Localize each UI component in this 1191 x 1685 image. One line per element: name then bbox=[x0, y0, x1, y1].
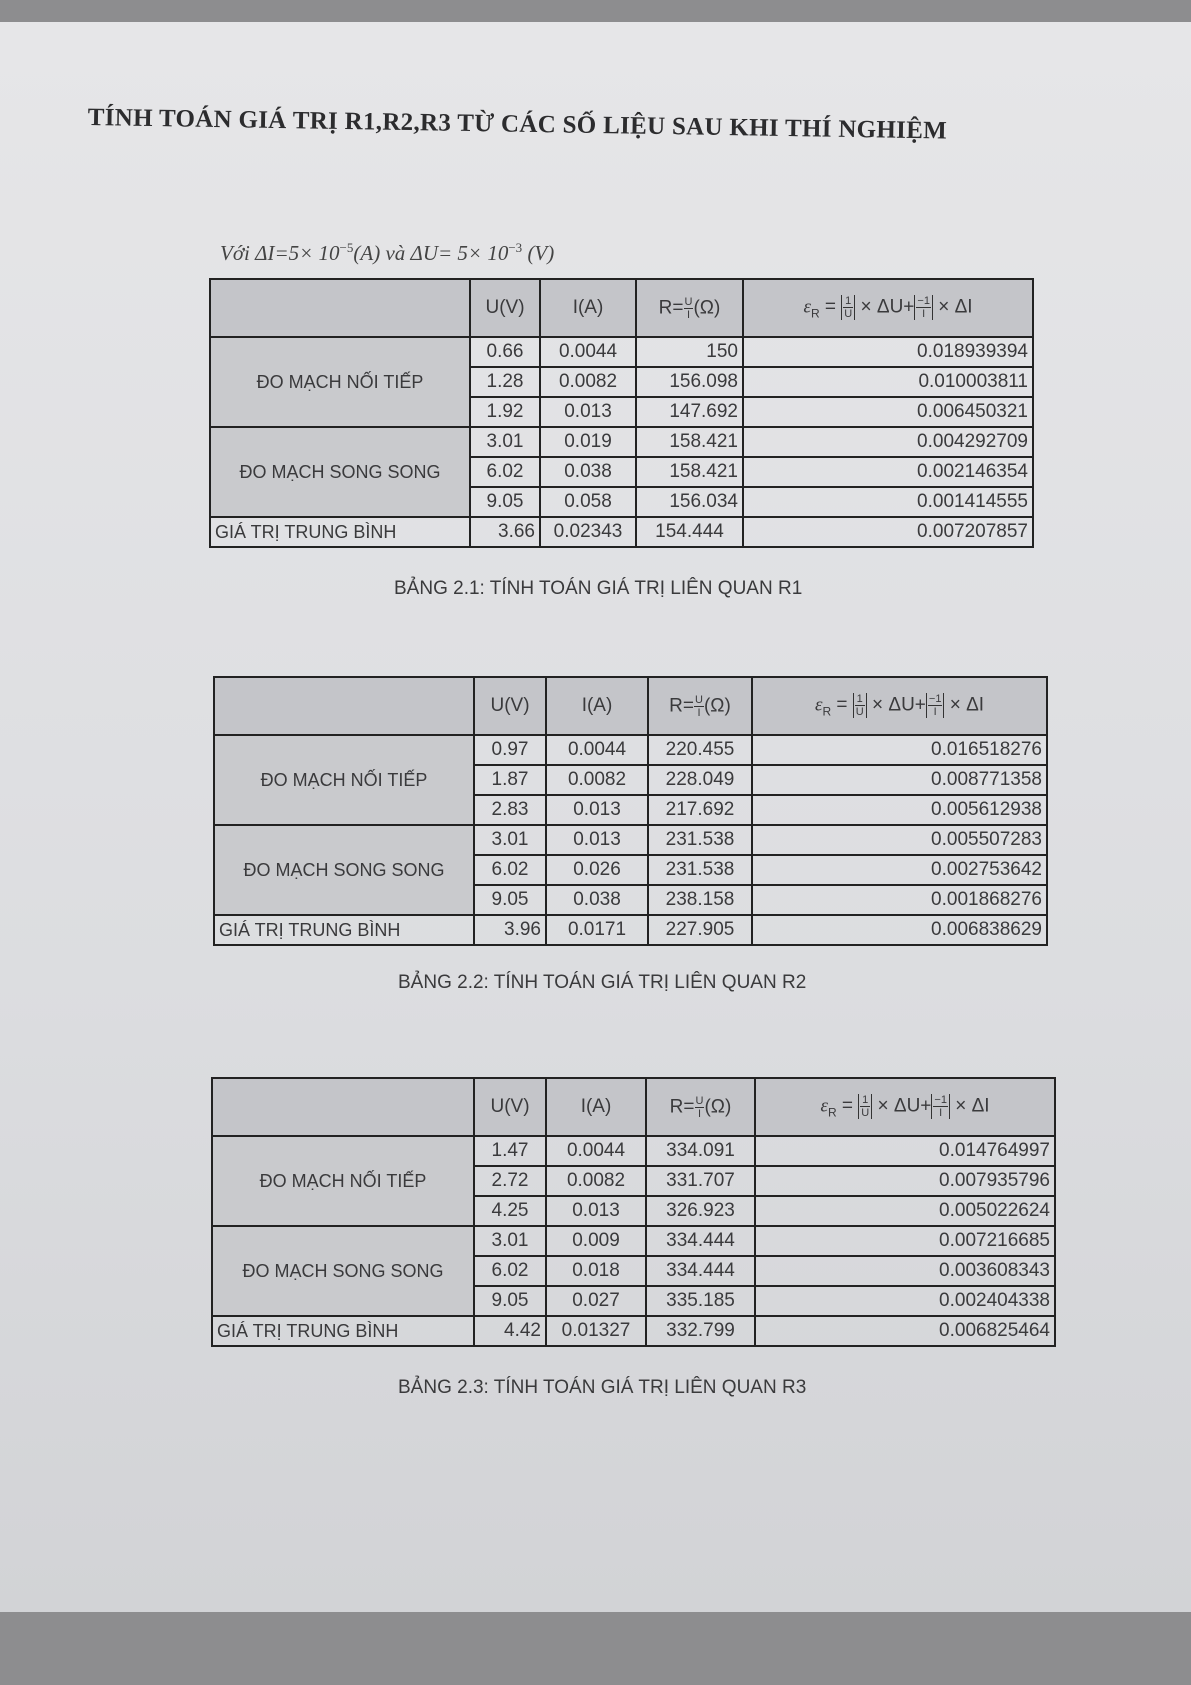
header-r bbox=[646, 1078, 755, 1136]
cell-r: 147.692 bbox=[636, 397, 743, 427]
cell-eps: 0.008771358 bbox=[752, 765, 1047, 795]
cell-r: 334.444 bbox=[646, 1256, 755, 1286]
header-eps-mid: × ΔU+ bbox=[866, 694, 926, 716]
avg-u: 4.42 bbox=[474, 1316, 546, 1346]
cell-eps: 0.018939394 bbox=[743, 337, 1033, 367]
abs-bar-2 bbox=[926, 693, 945, 718]
cell-i: 0.058 bbox=[540, 487, 636, 517]
eps-fraction-1 bbox=[860, 1094, 870, 1119]
eps-fraction-2 bbox=[916, 295, 931, 320]
abs-bar-1 bbox=[858, 1094, 872, 1119]
table-row bbox=[212, 1136, 1055, 1166]
header-r-prefix: R= bbox=[669, 1096, 695, 1118]
cell-u: 6.02 bbox=[470, 457, 540, 487]
abs-bar-2 bbox=[914, 295, 933, 320]
group-series: ĐO MẠCH NỐI TIẾP bbox=[210, 337, 470, 427]
header-corner bbox=[212, 1078, 474, 1136]
cell-u: 1.47 bbox=[474, 1136, 546, 1166]
header-r bbox=[636, 279, 743, 337]
caption-r1: BẢNG 2.1: TÍNH TOÁN GIÁ TRỊ LIÊN QUAN R1 bbox=[394, 578, 803, 599]
uncertainty-formula bbox=[220, 240, 554, 266]
formula-suffix: (V) bbox=[522, 241, 555, 265]
formula-exp-u: −3 bbox=[508, 240, 523, 255]
table-row bbox=[214, 735, 1047, 765]
formula-middle: (A) và ΔU= 5× 10 bbox=[353, 241, 509, 265]
table-row bbox=[212, 1226, 1055, 1256]
abs-bar-2 bbox=[931, 1094, 950, 1119]
cell-i: 0.0044 bbox=[540, 337, 636, 367]
eps-frac2-den: I bbox=[933, 706, 937, 719]
avg-i: 0.0171 bbox=[546, 915, 648, 945]
cell-i: 0.013 bbox=[546, 825, 648, 855]
header-eps-eq: = bbox=[831, 694, 853, 716]
header-corner bbox=[210, 279, 470, 337]
cell-i: 0.013 bbox=[546, 1196, 646, 1226]
header-eps-mid: × ΔU+ bbox=[872, 1095, 932, 1117]
cell-u: 9.05 bbox=[474, 885, 546, 915]
cell-r: 326.923 bbox=[646, 1196, 755, 1226]
table-row bbox=[214, 825, 1047, 855]
header-eps-mid: × ΔU+ bbox=[855, 296, 915, 318]
cell-eps: 0.016518276 bbox=[752, 735, 1047, 765]
group-series: ĐO MẠCH NỐI TIẾP bbox=[214, 735, 474, 825]
header-r-num: U bbox=[695, 693, 703, 706]
cell-u: 6.02 bbox=[474, 1256, 546, 1286]
table-row bbox=[210, 427, 1033, 457]
table-r1 bbox=[209, 278, 1034, 548]
eps-fraction-1 bbox=[855, 693, 865, 718]
table-row-average bbox=[212, 1316, 1055, 1346]
formula-prefix: Với ΔI=5× 10 bbox=[220, 241, 340, 265]
cell-i: 0.0082 bbox=[540, 367, 636, 397]
header-eps bbox=[755, 1078, 1055, 1136]
cell-r: 238.158 bbox=[648, 885, 752, 915]
header-u: U(V) bbox=[474, 1078, 546, 1136]
eps-fraction-2 bbox=[928, 693, 943, 718]
header-r-fraction bbox=[694, 694, 704, 719]
eps-frac2-den: I bbox=[939, 1107, 943, 1120]
cell-i: 0.009 bbox=[546, 1226, 646, 1256]
eps-frac2-num: −1 bbox=[928, 693, 942, 706]
cell-i: 0.038 bbox=[546, 885, 648, 915]
cell-i: 0.027 bbox=[546, 1286, 646, 1316]
cell-eps: 0.004292709 bbox=[743, 427, 1033, 457]
group-parallel: ĐO MẠCH SONG SONG bbox=[214, 825, 474, 915]
cell-eps: 0.005612938 bbox=[752, 795, 1047, 825]
header-eps-symbol: ε bbox=[814, 694, 823, 716]
avg-r: 332.799 bbox=[646, 1316, 755, 1346]
cell-eps: 0.014764997 bbox=[755, 1136, 1055, 1166]
cell-r: 156.034 bbox=[636, 487, 743, 517]
eps-fraction-2 bbox=[933, 1094, 948, 1119]
header-eps-end: × ΔI bbox=[932, 296, 973, 318]
table-row-average bbox=[214, 915, 1047, 945]
cell-u: 1.92 bbox=[470, 397, 540, 427]
cell-eps: 0.006450321 bbox=[743, 397, 1033, 427]
cell-eps: 0.010003811 bbox=[743, 367, 1033, 397]
header-eps-sub: R bbox=[827, 1105, 837, 1120]
cell-eps: 0.002404338 bbox=[755, 1286, 1055, 1316]
cell-u: 0.97 bbox=[474, 735, 546, 765]
avg-i: 0.02343 bbox=[540, 517, 636, 547]
cell-eps: 0.003608343 bbox=[755, 1256, 1055, 1286]
header-r-num: U bbox=[684, 295, 693, 308]
cell-i: 0.0082 bbox=[546, 1166, 646, 1196]
cell-i: 0.013 bbox=[540, 397, 636, 427]
cell-eps: 0.001414555 bbox=[743, 487, 1033, 517]
cell-i: 0.018 bbox=[546, 1256, 646, 1286]
cell-i: 0.0044 bbox=[546, 1136, 646, 1166]
header-eps-symbol: ε bbox=[803, 296, 811, 318]
header-r-prefix: R= bbox=[669, 695, 694, 717]
cell-i: 0.013 bbox=[546, 795, 648, 825]
header-r bbox=[648, 677, 752, 735]
cell-r: 228.049 bbox=[648, 765, 752, 795]
header-r-prefix: R= bbox=[658, 297, 684, 319]
group-parallel: ĐO MẠCH SONG SONG bbox=[210, 427, 470, 517]
abs-bar-1 bbox=[841, 295, 855, 320]
eps-frac2-den: I bbox=[922, 308, 926, 321]
header-i: I(A) bbox=[546, 1078, 646, 1136]
eps-frac1-num: 1 bbox=[856, 693, 863, 706]
header-r-fraction bbox=[695, 1095, 705, 1120]
cell-eps: 0.007935796 bbox=[755, 1166, 1055, 1196]
cell-i: 0.0082 bbox=[546, 765, 648, 795]
cell-r: 334.091 bbox=[646, 1136, 755, 1166]
cell-u: 3.01 bbox=[474, 825, 546, 855]
eps-frac1-den: U bbox=[861, 1107, 870, 1120]
cell-u: 6.02 bbox=[474, 855, 546, 885]
page-title: TÍNH TOÁN GIÁ TRỊ R1,R2,R3 TỪ CÁC SỐ LIỆU SAU KHI THÍ NGHIỆM bbox=[87, 104, 948, 145]
eps-fraction-1 bbox=[843, 295, 853, 320]
cell-i: 0.019 bbox=[540, 427, 636, 457]
cell-eps: 0.005507283 bbox=[752, 825, 1047, 855]
group-series: ĐO MẠCH NỐI TIẾP bbox=[212, 1136, 474, 1226]
eps-frac2-num: −1 bbox=[934, 1094, 947, 1107]
cell-i: 0.038 bbox=[540, 457, 636, 487]
cell-r: 231.538 bbox=[648, 825, 752, 855]
avg-r: 227.905 bbox=[648, 915, 752, 945]
group-parallel: ĐO MẠCH SONG SONG bbox=[212, 1226, 474, 1316]
cell-i: 0.026 bbox=[546, 855, 648, 885]
cell-u: 2.83 bbox=[474, 795, 546, 825]
header-eps-eq: = bbox=[836, 1095, 859, 1117]
header-eps-sub: R bbox=[822, 704, 832, 719]
cell-r: 217.692 bbox=[648, 795, 752, 825]
cell-r: 158.421 bbox=[636, 457, 743, 487]
cell-eps: 0.007216685 bbox=[755, 1226, 1055, 1256]
header-r-suffix: (Ω) bbox=[704, 1096, 732, 1118]
header-r-suffix: (Ω) bbox=[693, 297, 721, 319]
cell-u: 3.01 bbox=[470, 427, 540, 457]
cell-u: 9.05 bbox=[474, 1286, 546, 1316]
table-r2 bbox=[213, 676, 1048, 946]
cell-r: 220.455 bbox=[648, 735, 752, 765]
avg-eps: 0.007207857 bbox=[743, 517, 1033, 547]
cell-r: 150 bbox=[636, 337, 743, 367]
header-i: I(A) bbox=[540, 279, 636, 337]
avg-u: 3.96 bbox=[474, 915, 546, 945]
header-eps-end: × ΔI bbox=[944, 694, 985, 716]
table-row bbox=[210, 337, 1033, 367]
header-eps bbox=[752, 677, 1047, 735]
cell-r: 335.185 bbox=[646, 1286, 755, 1316]
avg-u: 3.66 bbox=[470, 517, 540, 547]
table-r3 bbox=[211, 1077, 1056, 1347]
formula-exp-i: −5 bbox=[339, 240, 354, 255]
cell-eps: 0.005022624 bbox=[755, 1196, 1055, 1226]
header-r-fraction bbox=[684, 296, 694, 321]
eps-frac1-num: 1 bbox=[845, 295, 852, 308]
header-r-den: I bbox=[697, 1107, 701, 1120]
cell-u: 1.28 bbox=[470, 367, 540, 397]
header-u: U(V) bbox=[474, 677, 546, 735]
header-corner bbox=[214, 677, 474, 735]
eps-frac1-num: 1 bbox=[862, 1094, 869, 1107]
header-r-den: I bbox=[697, 706, 701, 719]
cell-r: 334.444 bbox=[646, 1226, 755, 1256]
cell-r: 158.421 bbox=[636, 427, 743, 457]
cell-r: 156.098 bbox=[636, 367, 743, 397]
cell-r: 331.707 bbox=[646, 1166, 755, 1196]
cell-u: 9.05 bbox=[470, 487, 540, 517]
cell-i: 0.0044 bbox=[546, 735, 648, 765]
table-row-average bbox=[210, 517, 1033, 547]
eps-frac2-num: −1 bbox=[917, 295, 930, 308]
abs-bar-1 bbox=[853, 693, 867, 718]
header-eps-eq: = bbox=[819, 296, 842, 318]
header-eps-end: × ΔI bbox=[949, 1095, 990, 1117]
eps-frac1-den: U bbox=[844, 308, 853, 321]
header-eps-symbol: ε bbox=[820, 1095, 828, 1117]
eps-frac1-den: U bbox=[855, 706, 864, 719]
cell-u: 0.66 bbox=[470, 337, 540, 367]
average-label: GIÁ TRỊ TRUNG BÌNH bbox=[212, 1316, 474, 1346]
header-eps bbox=[743, 279, 1033, 337]
avg-eps: 0.006838629 bbox=[752, 915, 1047, 945]
avg-eps: 0.006825464 bbox=[755, 1316, 1055, 1346]
header-eps-sub: R bbox=[810, 306, 820, 321]
average-label: GIÁ TRỊ TRUNG BÌNH bbox=[210, 517, 470, 547]
cell-r: 231.538 bbox=[648, 855, 752, 885]
cell-eps: 0.001868276 bbox=[752, 885, 1047, 915]
caption-r2: BẢNG 2.2: TÍNH TOÁN GIÁ TRỊ LIÊN QUAN R2 bbox=[398, 972, 807, 993]
cell-u: 4.25 bbox=[474, 1196, 546, 1226]
header-r-den: I bbox=[686, 308, 690, 321]
cell-eps: 0.002146354 bbox=[743, 457, 1033, 487]
cell-u: 3.01 bbox=[474, 1226, 546, 1256]
average-label: GIÁ TRỊ TRUNG BÌNH bbox=[214, 915, 474, 945]
header-u: U(V) bbox=[470, 279, 540, 337]
avg-i: 0.01327 bbox=[546, 1316, 646, 1346]
header-i: I(A) bbox=[546, 677, 648, 735]
paper-sheet bbox=[0, 22, 1191, 1612]
header-r-num: U bbox=[695, 1094, 704, 1107]
cell-u: 1.87 bbox=[474, 765, 546, 795]
avg-r: 154.444 bbox=[636, 517, 743, 547]
cell-eps: 0.002753642 bbox=[752, 855, 1047, 885]
header-r-suffix: (Ω) bbox=[703, 695, 731, 717]
cell-u: 2.72 bbox=[474, 1166, 546, 1196]
caption-r3: BẢNG 2.3: TÍNH TOÁN GIÁ TRỊ LIÊN QUAN R3 bbox=[398, 1377, 807, 1398]
